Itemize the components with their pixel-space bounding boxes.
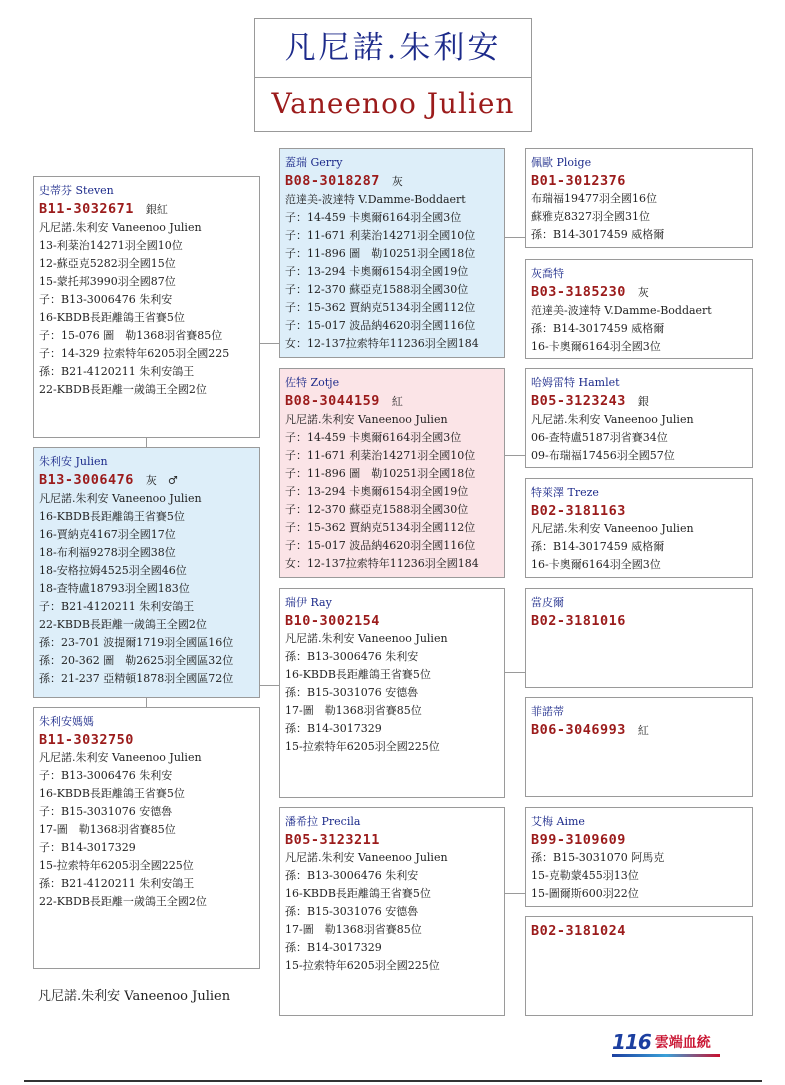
- ring-number-row: [531, 502, 748, 520]
- pedigree-line: 子：B13-3006476 朱利安: [39, 293, 173, 306]
- pedigree-line: 范達美-波達特 V.Damme-Boddaert: [285, 193, 466, 206]
- pedigree-line: 凡尼諾.朱利安 Vaneenoo Julien: [531, 522, 694, 535]
- pigeon-color: 紅: [391, 395, 403, 408]
- title-english-name: Vaneenoo Julien: [271, 87, 515, 120]
- pedigree-line: 孫：B21-4120211 朱利安鴿王: [39, 365, 195, 378]
- pedigree-line: 凡尼諾.朱利安 Vaneenoo Julien: [39, 492, 202, 505]
- ring-number: B08-3044159: [285, 393, 380, 409]
- precila-box: [279, 807, 505, 1016]
- connector: [146, 697, 147, 707]
- title-chinese-name: 凡尼諾.朱利安: [284, 30, 502, 66]
- dampi-box: [525, 588, 753, 688]
- pedigree-line: 子：11-671 利棻治14271羽全國10位: [285, 229, 476, 242]
- connector: [505, 455, 525, 456]
- ring-number-row: [531, 392, 748, 411]
- pigeon-name: 佐特 Zotje: [285, 376, 340, 389]
- pedigree-line: 孫：B14-3017329: [285, 722, 382, 735]
- connector: [146, 437, 147, 447]
- ring-number-row: [285, 172, 500, 191]
- zotje-box: [279, 368, 505, 578]
- ring-number-row: [531, 283, 748, 302]
- ring-number: B02-3181163: [531, 503, 626, 519]
- pedigree-line: 16-卡奧爾6164羽全國3位: [531, 340, 661, 353]
- sire-box: [33, 176, 260, 438]
- pedigree-line: 孫：B15-3031070 阿馬克: [531, 851, 665, 864]
- pedigree-line: 子：15-017 波品納4620羽全國116位: [285, 539, 476, 552]
- ring-number-row: [531, 922, 748, 940]
- ring-number-row: [531, 721, 748, 740]
- pedigree-line: 凡尼諾.朱利安 Vaneenoo Julien: [285, 413, 448, 426]
- pedigree-line: 16-卡奧爾6164羽全國3位: [531, 558, 661, 571]
- pigeon-name: 特萊澤 Treze: [531, 486, 599, 499]
- gerry-box: [279, 148, 505, 358]
- pedigree-line: 16-KBDB長距離鴿王省賽5位: [39, 510, 185, 523]
- footer-name: 凡尼諾.朱利安 Vaneenoo Julien: [38, 989, 231, 1004]
- pedigree-line: 09-布瑞福17456羽全國57位: [531, 449, 675, 462]
- pigeon-name: 朱利安媽媽: [39, 715, 94, 728]
- pedigree-line: 子：11-671 利棻治14271羽全國10位: [285, 449, 476, 462]
- ring-number: B01-3012376: [531, 173, 626, 189]
- ring-number-row: [531, 172, 748, 190]
- ring-number: B02-3181024: [531, 923, 626, 939]
- pedigree-line: 15-拉索特年6205羽全國225位: [39, 859, 194, 872]
- pedigree-line: 15-蒙托邦3990羽全國87位: [39, 275, 176, 288]
- pigeon-name: 哈姆雷特 Hamlet: [531, 376, 620, 389]
- pedigree-line: 孫：B15-3031076 安德魯: [285, 905, 419, 918]
- connector: [505, 237, 525, 238]
- pedigree-line: 15-拉索特年6205羽全國225位: [285, 959, 440, 972]
- bottom-rule: [24, 1080, 762, 1082]
- ring-number: B10-3002154: [285, 613, 380, 629]
- pedigree-line: 蘇雅克8327羽全國31位: [531, 210, 650, 223]
- pigeon-color: 灰: [391, 175, 403, 188]
- pedigree-line: 22-KBDB長距離一歲鴿王全國2位: [39, 618, 207, 631]
- ring-number: B05-3123243: [531, 393, 626, 409]
- pedigree-line: 凡尼諾.朱利安 Vaneenoo Julien: [285, 632, 448, 645]
- pedigree-line: 孫：21-237 亞精頓1878羽全國區72位: [39, 672, 234, 685]
- treze-box: [525, 478, 753, 578]
- ring-number: B11-3032750: [39, 732, 134, 748]
- title-box: [254, 18, 532, 132]
- pedigree-line: 凡尼諾.朱利安 Vaneenoo Julien: [39, 221, 202, 234]
- ray-box: [279, 588, 505, 798]
- pedigree-line: 子：12-370 蘇亞克1588羽全國30位: [285, 283, 469, 296]
- pedigree-line: 子：14-459 卡奧爾6164羽全國3位: [285, 431, 462, 444]
- pigeon-name: 菲諾蒂: [531, 705, 564, 718]
- pigeon-name: 灰喬特: [531, 267, 564, 280]
- connector: [505, 893, 525, 894]
- pedigree-line: 子：13-294 卡奧爾6154羽全國19位: [285, 485, 469, 498]
- connector: [505, 672, 525, 673]
- ring-number-row: [285, 612, 500, 630]
- pedigree-line: 18-安格拉姆4525羽全國46位: [39, 564, 187, 577]
- pedigree-line: 15-克勒蒙455羽13位: [531, 869, 639, 882]
- pedigree-line: 凡尼諾.朱利安 Vaneenoo Julien: [531, 413, 694, 426]
- ring-number-row: [39, 731, 255, 749]
- pedigree-line: 18-查特盧18793羽全國183位: [39, 582, 190, 595]
- pigeon-color: 紅: [637, 724, 649, 737]
- pedigree-line: 孫：B14-3017459 威格爾: [531, 228, 665, 241]
- pedigree-line: 12-蘇亞克5282羽全國15位: [39, 257, 176, 270]
- pedigree-line: 子：12-370 蘇亞克1588羽全國30位: [285, 503, 469, 516]
- pedigree-line: 孫：B14-3017459 威格爾: [531, 540, 665, 553]
- pedigree-line: 子：B13-3006476 朱利安: [39, 769, 173, 782]
- pedigree-line: 18-布利福9278羽全國38位: [39, 546, 176, 559]
- pedigree-line: 子：11-896 圖 勒10251羽全國18位: [285, 467, 476, 480]
- pedigree-line: 女：12-137拉索特年11236羽全國184: [285, 557, 479, 570]
- pedigree-line: 15-拉索特年6205羽全國225位: [285, 740, 440, 753]
- pedigree-line: 凡尼諾.朱利安 Vaneenoo Julien: [39, 751, 202, 764]
- ring-number: B05-3123211: [285, 832, 380, 848]
- ring-number-row: [531, 612, 748, 630]
- pedigree-line: 16-KBDB長距離鴿王省賽5位: [39, 787, 185, 800]
- pedigree-line: 子：15-362 賈納克5134羽全國112位: [285, 521, 476, 534]
- pigeon-name: 潘希拉 Precila: [285, 815, 361, 828]
- pedigree-line: 子：14-329 拉索特年6205羽全國225: [39, 347, 230, 360]
- pedigree-line: 16-賈納克4167羽全國17位: [39, 528, 176, 541]
- pedigree-line: 06-查特盧5187羽省賽34位: [531, 431, 668, 444]
- connector: [259, 343, 279, 344]
- ploige-box: [525, 148, 753, 248]
- pigeon-name: 佩歐 Ploige: [531, 156, 592, 169]
- pedigree-line: 17-圖 勒1368羽省賽85位: [285, 704, 422, 717]
- pedigree-line: 子：14-459 卡奧爾6164羽全國3位: [285, 211, 462, 224]
- ring-number-row: [285, 392, 500, 411]
- pigeon-name: 蓋瑞 Gerry: [285, 156, 343, 169]
- logo-underline: [612, 1054, 720, 1057]
- logo-text: 雲端血統: [654, 1035, 711, 1051]
- logo-number: 116: [612, 1030, 651, 1054]
- pedigree-line: 17-圖 勒1368羽省賽85位: [285, 923, 422, 936]
- hamlet-box: [525, 368, 753, 468]
- pedigree-line: 子：15-017 波品納4620羽全國116位: [285, 319, 476, 332]
- pedigree-line: 15-圖爾斯600羽22位: [531, 887, 639, 900]
- aime-box: [525, 807, 753, 907]
- fino-box: [525, 697, 753, 797]
- pigeon-color: 銀: [637, 395, 649, 408]
- ring-number: B99-3109609: [531, 832, 626, 848]
- pigeon-name: 史蒂芬 Steven: [39, 184, 114, 197]
- pedigree-line: 孫：B14-3017329: [285, 941, 382, 954]
- pedigree-line: 16-KBDB長距離鴿王省賽5位: [285, 887, 431, 900]
- pedigree-line: 女：12-137拉索特年11236羽全國184: [285, 337, 479, 350]
- pedigree-line: 子：B21-4120211 朱利安鴿王: [39, 600, 195, 613]
- grey-box: [525, 259, 753, 359]
- pigeon-color: 灰 ♂: [145, 474, 178, 487]
- pedigree-line: 子：15-076 圖 勒1368羽省賽85位: [39, 329, 223, 342]
- ring-number: B11-3032671: [39, 201, 134, 217]
- pedigree-line: 13-利棻治14271羽全國10位: [39, 239, 183, 252]
- pedigree-line: 16-KBDB長距離鴿王省賽5位: [39, 311, 185, 324]
- pedigree-line: 孫：B13-3006476 朱利安: [285, 650, 419, 663]
- pedigree-line: 22-KBDB長距離一歲鴿王全國2位: [39, 895, 207, 908]
- pedigree-line: 22-KBDB長距離一歲鴿王全國2位: [39, 383, 207, 396]
- pedigree-line: 孫：23-701 波提爾1719羽全國區16位: [39, 636, 234, 649]
- dam-box: [33, 707, 260, 969]
- logo: [612, 1032, 711, 1054]
- ring-number: B13-3006476: [39, 472, 134, 488]
- pedigree-line: 孫：20-362 圖 勒2625羽全國區32位: [39, 654, 234, 667]
- pigeon-name: 瑞伊 Ray: [285, 596, 332, 609]
- ring-number: B06-3046993: [531, 722, 626, 738]
- pedigree-line: 子：13-294 卡奧爾6154羽全國19位: [285, 265, 469, 278]
- pedigree-line: 孫：B15-3031076 安德魯: [285, 686, 419, 699]
- pedigree-line: 凡尼諾.朱利安 Vaneenoo Julien: [285, 851, 448, 864]
- pedigree-line: 子：11-896 圖 勒10251羽全國18位: [285, 247, 476, 260]
- ring-number: B03-3185230: [531, 284, 626, 300]
- pedigree-line: 孫：B21-4120211 朱利安鴿王: [39, 877, 195, 890]
- pigeon-name: 朱利安 Julien: [39, 455, 108, 468]
- pigeon-name: 艾梅 Aime: [531, 815, 585, 828]
- connector: [259, 685, 279, 686]
- pigeon-color: 灰: [637, 286, 649, 299]
- ring-number: B08-3018287: [285, 173, 380, 189]
- pedigree-line: 子：B14-3017329: [39, 841, 136, 854]
- pigeon-name: 當皮爾: [531, 596, 564, 609]
- self-box: [33, 447, 260, 698]
- pedigree-line: 范達美-波達特 V.Damme-Boddaert: [531, 304, 712, 317]
- pedigree-line: 子：15-362 賈納克5134羽全國112位: [285, 301, 476, 314]
- last-box: [525, 916, 753, 1016]
- pedigree-line: 子：B15-3031076 安德魯: [39, 805, 173, 818]
- ring-number: B02-3181016: [531, 613, 626, 629]
- pedigree-line: 17-圖 勒1368羽省賽85位: [39, 823, 176, 836]
- ring-number-row: [531, 831, 748, 849]
- ring-number-row: [285, 831, 500, 849]
- ring-number-row: [39, 200, 255, 219]
- pigeon-color: 銀紅: [145, 203, 168, 216]
- pedigree-line: 布瑞福19477羽全國16位: [531, 192, 657, 205]
- ring-number-row: [39, 471, 255, 490]
- pedigree-line: 16-KBDB長距離鴿王省賽5位: [285, 668, 431, 681]
- pedigree-line: 孫：B13-3006476 朱利安: [285, 869, 419, 882]
- pedigree-line: 孫：B14-3017459 威格爾: [531, 322, 665, 335]
